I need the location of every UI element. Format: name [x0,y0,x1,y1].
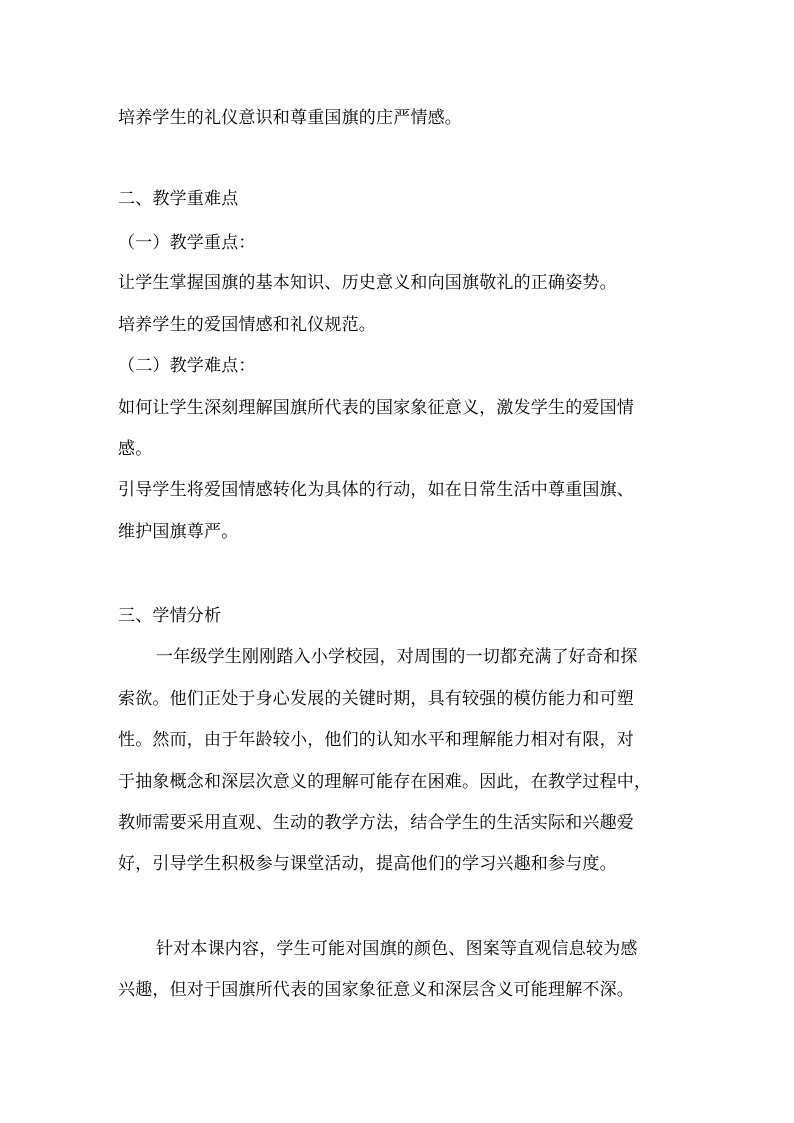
text-line: 培养学生的礼仪意识和尊重国旗的庄严情感。 [118,108,462,128]
paragraph-line: 一年级学生刚刚踏入小学校园，对周围的一切都充满了好奇和探 [156,647,638,667]
paragraph-line: 于抽象概念和深层次意义的理解可能存在困难。因此，在教学过程中， [118,772,652,792]
paragraph-line: 索欲。他们正处于身心发展的关键时期，具有较强的模仿能力和可塑 [118,689,634,709]
text-line: 感。 [118,439,153,459]
paragraph-line: 好，引导学生积极参与课堂活动，提高他们的学习兴趣和参与度。 [118,854,617,874]
text-line: 培养学生的爱国情感和礼仪规范。 [118,315,376,335]
text-line: 让学生掌握国旗的基本知识、历史意义和向国旗敬礼的正确姿势。 [118,273,617,293]
text-line: 如何让学生深刻理解国旗所代表的国家象征意义，激发学生的爱国情 [118,398,634,418]
text-line: 维护国旗尊严。 [118,522,239,542]
paragraph-line: 兴趣，但对于国旗所代表的国家象征意义和深层含义可能理解不深。 [118,980,634,1000]
subsection-heading: （一）教学重点： [118,233,256,253]
section-heading: 二、教学重难点 [118,189,239,209]
subsection-heading: （二）教学难点： [118,356,256,376]
section-heading: 三、学情分析 [118,606,222,626]
text-line: 引导学生将爱国情感转化为具体的行动，如在日常生活中尊重国旗、 [118,480,634,500]
paragraph-line: 针对本课内容，学生可能对国旗的颜色、图案等直观信息较为感 [156,939,638,959]
paragraph-line: 性。然而，由于年龄较小，他们的认知水平和理解能力相对有限，对 [118,730,634,750]
paragraph-line: 教师需要采用直观、生动的教学方法，结合学生的生活实际和兴趣爱 [118,813,634,833]
